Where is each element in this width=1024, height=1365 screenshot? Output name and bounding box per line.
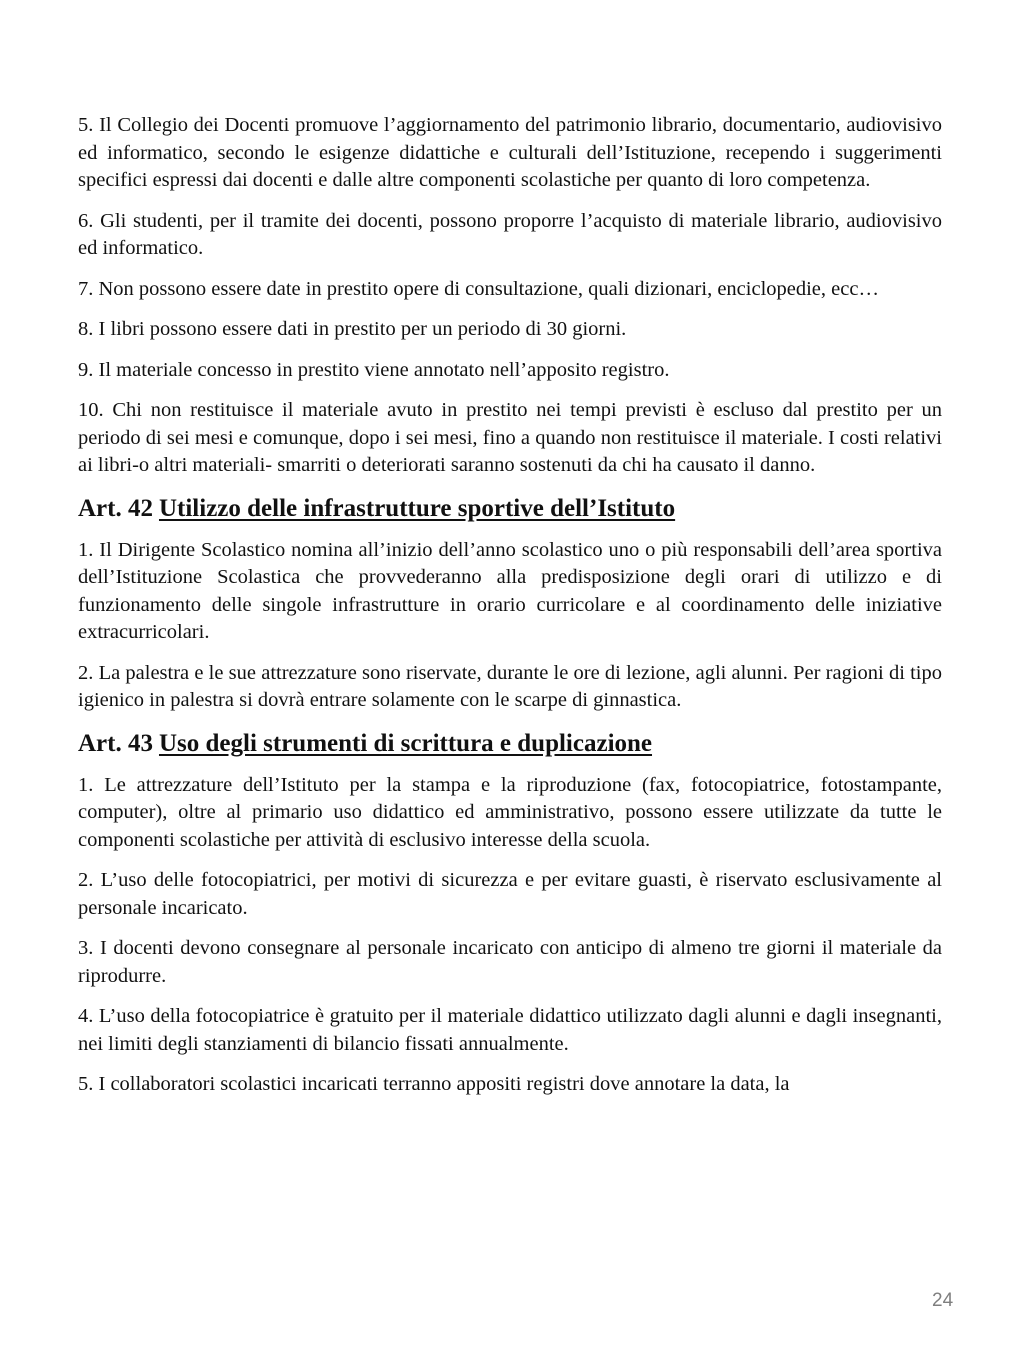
article-number: Art. 43	[78, 729, 153, 757]
paragraph-6: 6. Gli studenti, per il tramite dei docenti, possono proporre l’acquisto di materiale librario, audiovisivo ed informatico.	[78, 209, 942, 259]
document-page	[78, 112, 942, 1112]
article-43-heading	[78, 728, 942, 760]
article-42-paragraph-1: 1. Il Dirigente Scolastico nomina all’inizio dell’anno scolastico uno o più responsabili dell’area sportiva dell’Istituzione Scolastica che provvederanno alla predisposizione degli orari di utilizzo e di funzionamento delle singole infrastrutture in orario curricolare e al coordinamento delle iniziative extracurricolari.	[78, 538, 942, 643]
paragraph-5: 5. Il Collegio dei Docenti promuove l’aggiornamento del patrimonio librario, documentario, audiovisivo ed informatico, secondo le esigenze didattiche e culturali dell’Istituzione, recependo i suggerimenti specifici espressi dai docenti e dalle altre componenti scolastiche per quanto di loro competenza.	[78, 114, 942, 191]
article-43-paragraph-2: 2. L’uso delle fotocopiatrici, per motivi di sicurezza e per evitare guasti, è riservato esclusivamente al personale incaricato.	[78, 869, 942, 919]
page-number: 24	[932, 1290, 954, 1311]
article-title: Uso degli strumenti di scrittura e duplicazione	[158, 729, 653, 757]
article-42-paragraph-2: 2. La palestra e le sue attrezzature sono riservate, durante le ore di lezione, agli alunni. Per ragioni di tipo igienico in palestra si dovrà entrare solamente con le scarpe di ginnastica.	[78, 661, 942, 711]
paragraph-10: 10. Chi non restituisce il materiale avuto in prestito nei tempi previsti è escluso dal prestito per un periodo di sei mesi e comunque, dopo i sei mesi, fino a quando non restituisce il materiale. I costi relativi ai libri-o altri materiali- smarriti o deteriorati saranno sostenuti da chi ha causato il danno.	[78, 399, 942, 476]
paragraph-9: 9. Il materiale concesso in prestito viene annotato nell’apposito registro.	[78, 358, 670, 381]
article-43-paragraph-5: 5. I collaboratori scolastici incaricati terranno appositi registri dove annotare la data, la	[78, 1073, 790, 1095]
article-title: Utilizzo delle infrastrutture sportive dell’Istituto	[158, 494, 676, 522]
article-number: Art. 42	[78, 494, 153, 522]
article-43-paragraph-3: 3. I docenti devono consegnare al personale incaricato con anticipo di almeno tre giorni il materiale da riprodurre.	[78, 937, 942, 987]
article-43-paragraph-4: 4. L’uso della fotocopiatrice è gratuito per il materiale didattico utilizzato dagli alunni e dagli insegnanti, nei limiti degli stanziamenti di bilancio fissati annualmente.	[78, 1005, 942, 1055]
article-42-heading	[78, 493, 942, 525]
paragraph-8: 8. I libri possono essere dati in prestito per un periodo di 30 giorni.	[78, 318, 627, 340]
article-43-paragraph-1: 1. Le attrezzature dell’Istituto per la stampa e la riproduzione (fax, fotocopiatrice, fotostampante, computer), oltre al primario uso didattico ed amministrativo, possono essere utilizzate da tutte le componenti scolastiche per attività di esclusivo interesse della scuola.	[78, 773, 942, 851]
paragraph-7: 7. Non possono essere date in prestito opere di consultazione, quali dizionari, enciclopedie, ecc…	[78, 277, 879, 300]
